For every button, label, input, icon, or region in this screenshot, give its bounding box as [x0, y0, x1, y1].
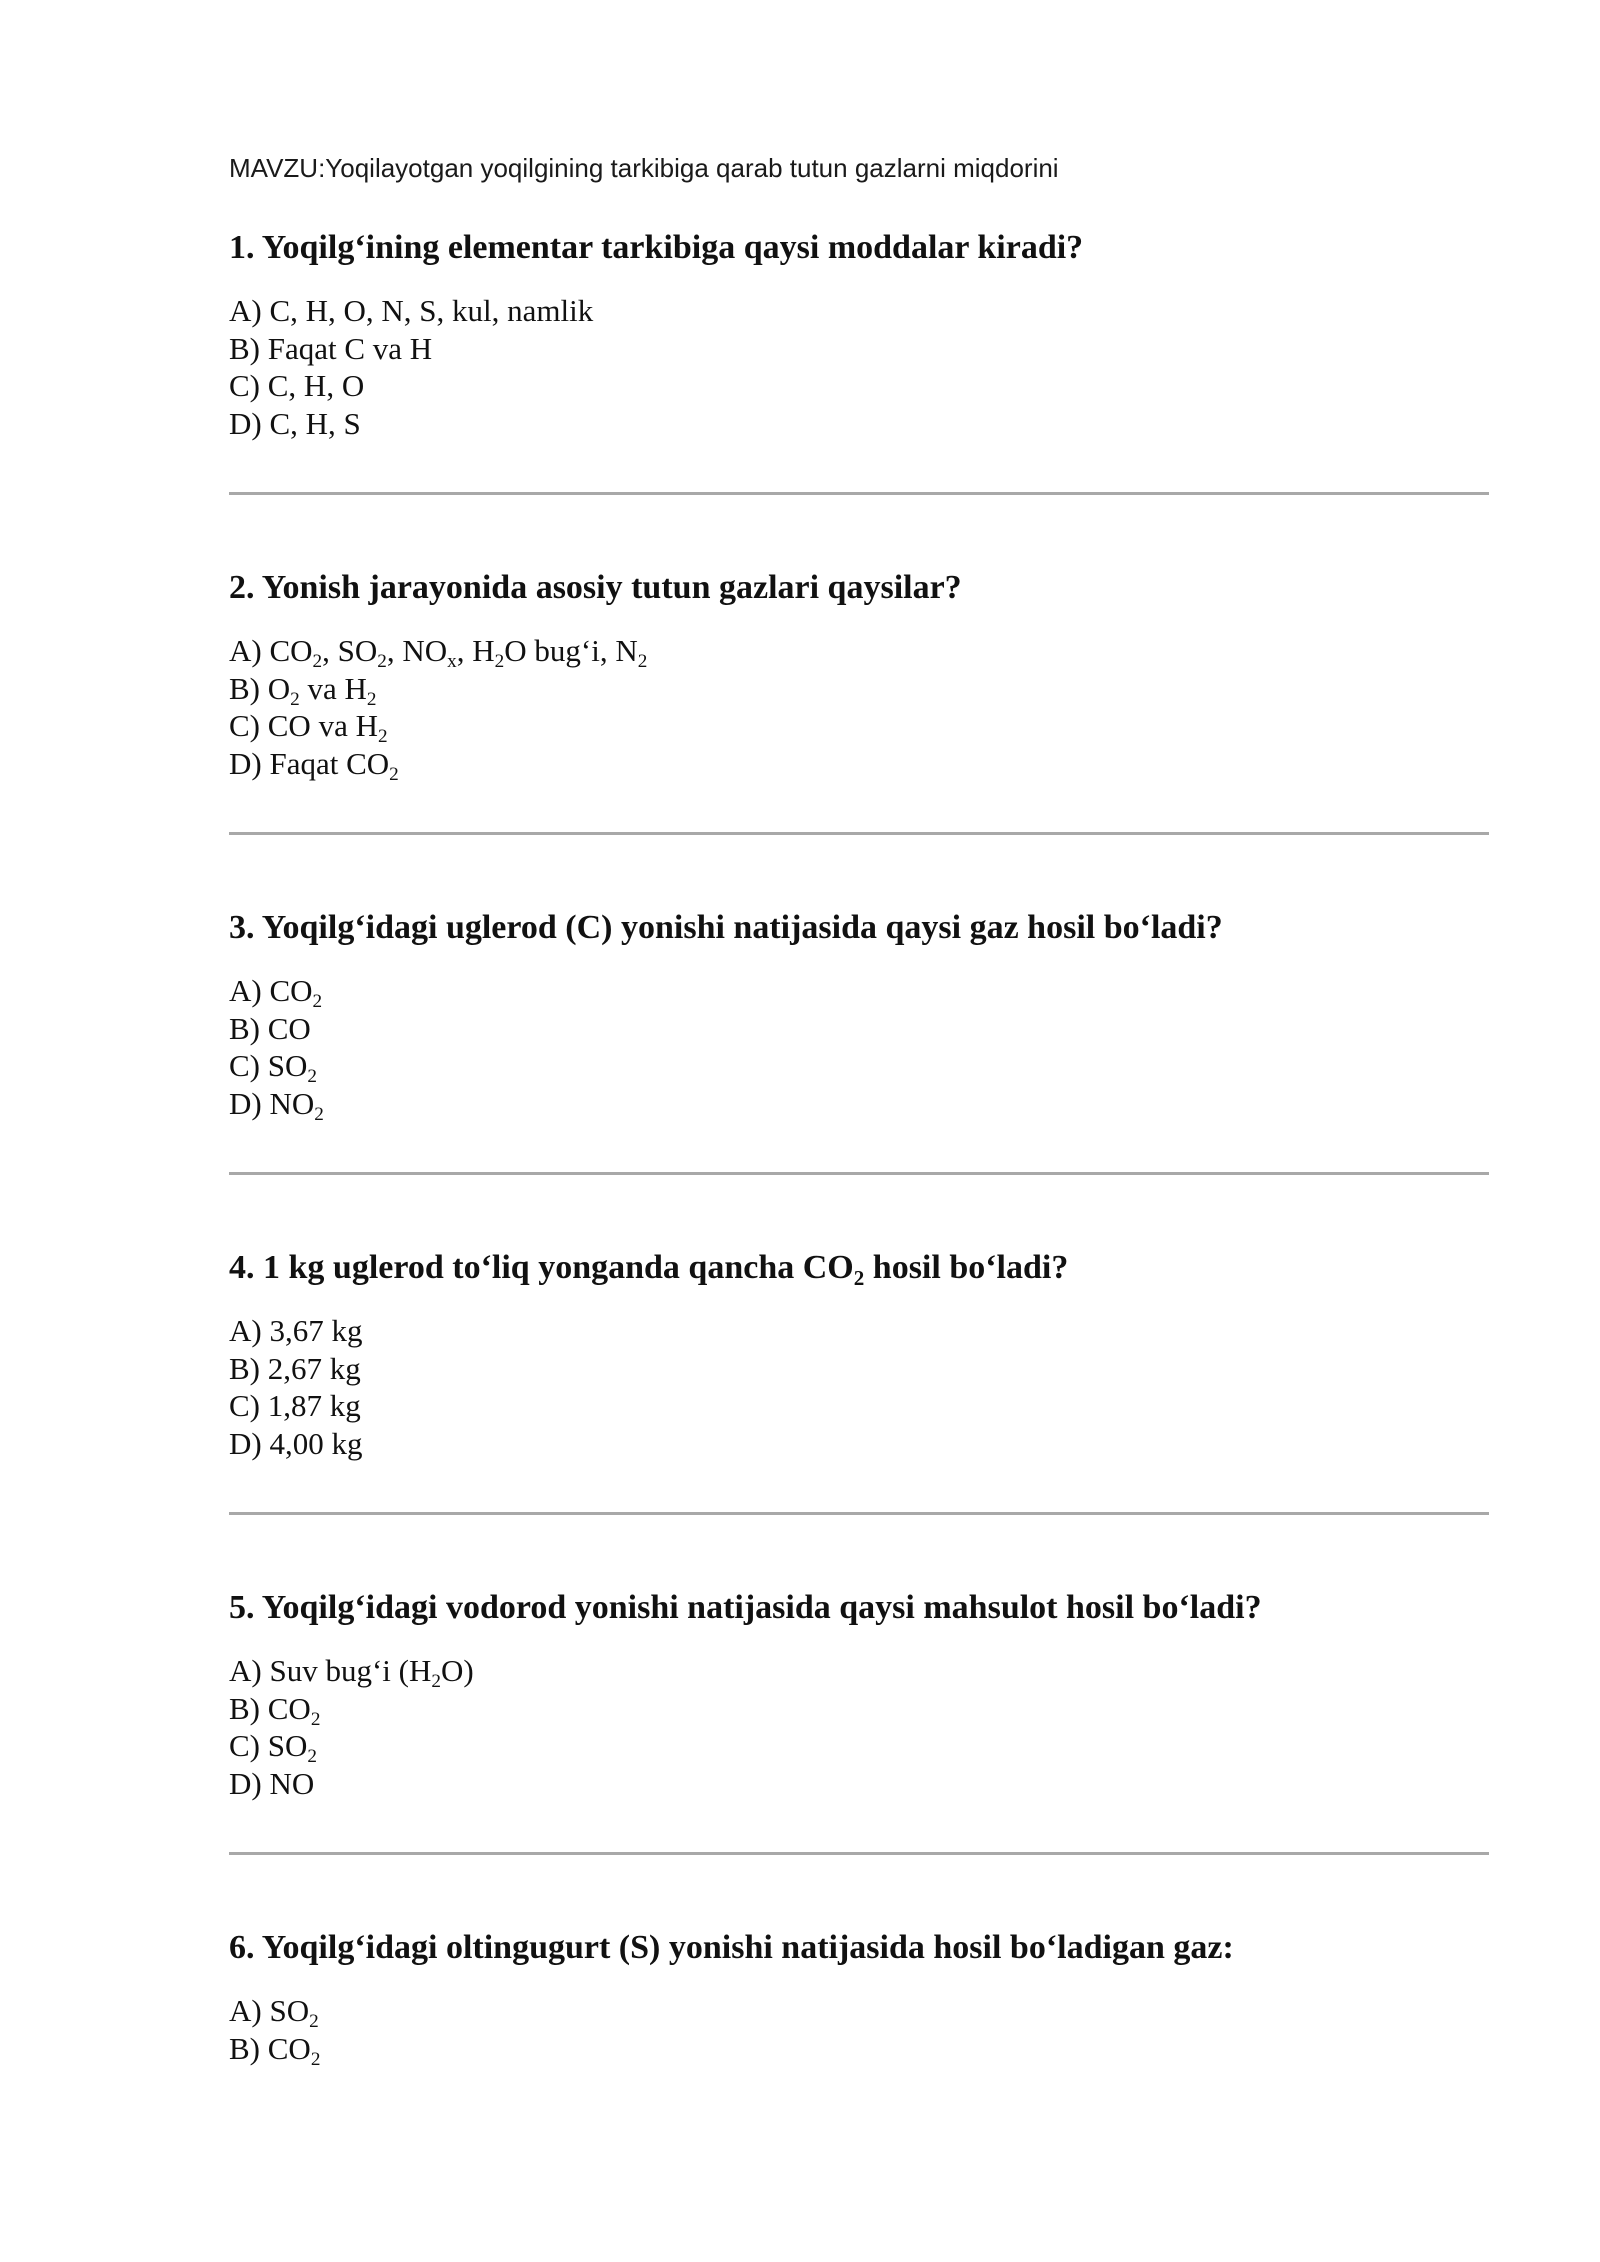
answer-options: [229, 632, 1489, 785]
answer-options: [229, 1992, 1489, 2070]
question-title: 1. Yoqilg‘ining elementar tarkibiga qaysi moddalar kiradi?: [229, 229, 1084, 266]
section-divider: [229, 832, 1489, 835]
subscript-text: 2: [377, 651, 387, 673]
subscript-text: 2: [310, 2048, 321, 2070]
answer-option-a: A) 3,67 kg: [229, 1313, 363, 1348]
subscript-text: 2: [312, 991, 323, 1013]
answer-options: [229, 972, 1489, 1125]
answer-option-a: A) $CO_2$, $SO_2$, $NO_x$, $H_2O$ bug‘i, $N_2$: [229, 633, 648, 673]
subscript-text: 2: [310, 1708, 321, 1730]
answer-option-b: B) CO: [229, 1010, 311, 1046]
answer-option-a: A) $CO_2$: [229, 973, 323, 1013]
subscript-text: 2: [853, 1265, 865, 1290]
question-6: [229, 1926, 1489, 2070]
document-page: [229, 150, 1489, 2070]
section-divider: [229, 1512, 1489, 1515]
answer-options: [229, 1652, 1489, 1802]
answer-option-a: A) $SO_2$: [229, 1993, 319, 2033]
subscript-text: 2: [637, 651, 648, 673]
subscript-text: 2: [366, 688, 377, 710]
answer-options: [229, 292, 1489, 442]
question-1: [229, 226, 1489, 442]
answer-option-a: A) Suv bug‘i $(H_2O)$: [229, 1653, 474, 1693]
subscript-text: 2: [389, 763, 399, 785]
subscript-text: 2: [431, 1671, 441, 1693]
section-divider: [229, 1172, 1489, 1175]
answer-option-a: A) C, H, O, N, S, kul, namlik: [229, 293, 594, 328]
answer-option-c: C) $SO_2$: [229, 1728, 317, 1768]
answer-option-b: B) $CO_2$: [229, 1690, 321, 1730]
answer-option-d: D) 4,00 kg: [229, 1425, 363, 1461]
answer-option-b: B) $O_2$ va $H_2$: [229, 670, 377, 710]
subscript-text: 2: [312, 651, 323, 673]
question-title: 3. Yoqilg‘idagi uglerod (C) yonishi natijasida qaysi gaz hosil bo‘ladi?: [229, 909, 1223, 946]
answer-options: [229, 1312, 1489, 1462]
answer-option-c: C) C, H, O: [229, 368, 365, 403]
answer-option-d: D) NO: [229, 1765, 315, 1801]
question-title: 5. Yoqilg‘idagi vodorod yonishi natijasida qaysi mahsulot hosil bo‘ladi?: [229, 1589, 1262, 1626]
subscript-text: x: [447, 651, 457, 673]
question-3: [229, 906, 1489, 1125]
subscript-text: 2: [307, 1066, 317, 1088]
subscript-text: 2: [309, 2011, 319, 2033]
subscript-text: 2: [290, 688, 300, 710]
answer-option-c: C) 1,87 kg: [229, 1388, 361, 1423]
subscript-text: 2: [494, 651, 505, 673]
topic-heading: MAVZU:Yoqilayotgan yoqilgining tarkibiga qarab tutun gazlarni miqdorini: [229, 153, 1059, 183]
answer-option-c: C) $SO_2$: [229, 1048, 317, 1088]
question-title: 4. 1 kg uglerod to‘liq yonganda qancha $CO_2$ hosil bo‘ladi?: [229, 1249, 1069, 1290]
answer-option-d: D) $NO_2$: [229, 1085, 324, 1125]
subscript-text: 2: [377, 726, 388, 748]
section-divider: [229, 1852, 1489, 1855]
question-2: [229, 566, 1489, 785]
question-title: 6. Yoqilg‘idagi oltingugurt (S) yonishi natijasida hosil bo‘ladigan gaz:: [229, 1929, 1234, 1966]
answer-option-b: B) Faqat C va H: [229, 330, 433, 366]
answer-option-b: B) $CO_2$: [229, 2030, 321, 2070]
answer-option-d: D) Faqat $CO_2$: [229, 745, 399, 785]
subscript-text: 2: [314, 1103, 324, 1125]
section-divider: [229, 492, 1489, 495]
subscript-text: 2: [307, 1746, 317, 1768]
question-4: [229, 1246, 1489, 1462]
answer-option-c: C) CO va $H_2$: [229, 708, 388, 748]
question-title: 2. Yonish jarayonida asosiy tutun gazlari qaysilar?: [229, 569, 962, 606]
answer-option-d: D) C, H, S: [229, 405, 361, 441]
question-5: [229, 1586, 1489, 1802]
answer-option-b: B) 2,67 kg: [229, 1350, 361, 1386]
